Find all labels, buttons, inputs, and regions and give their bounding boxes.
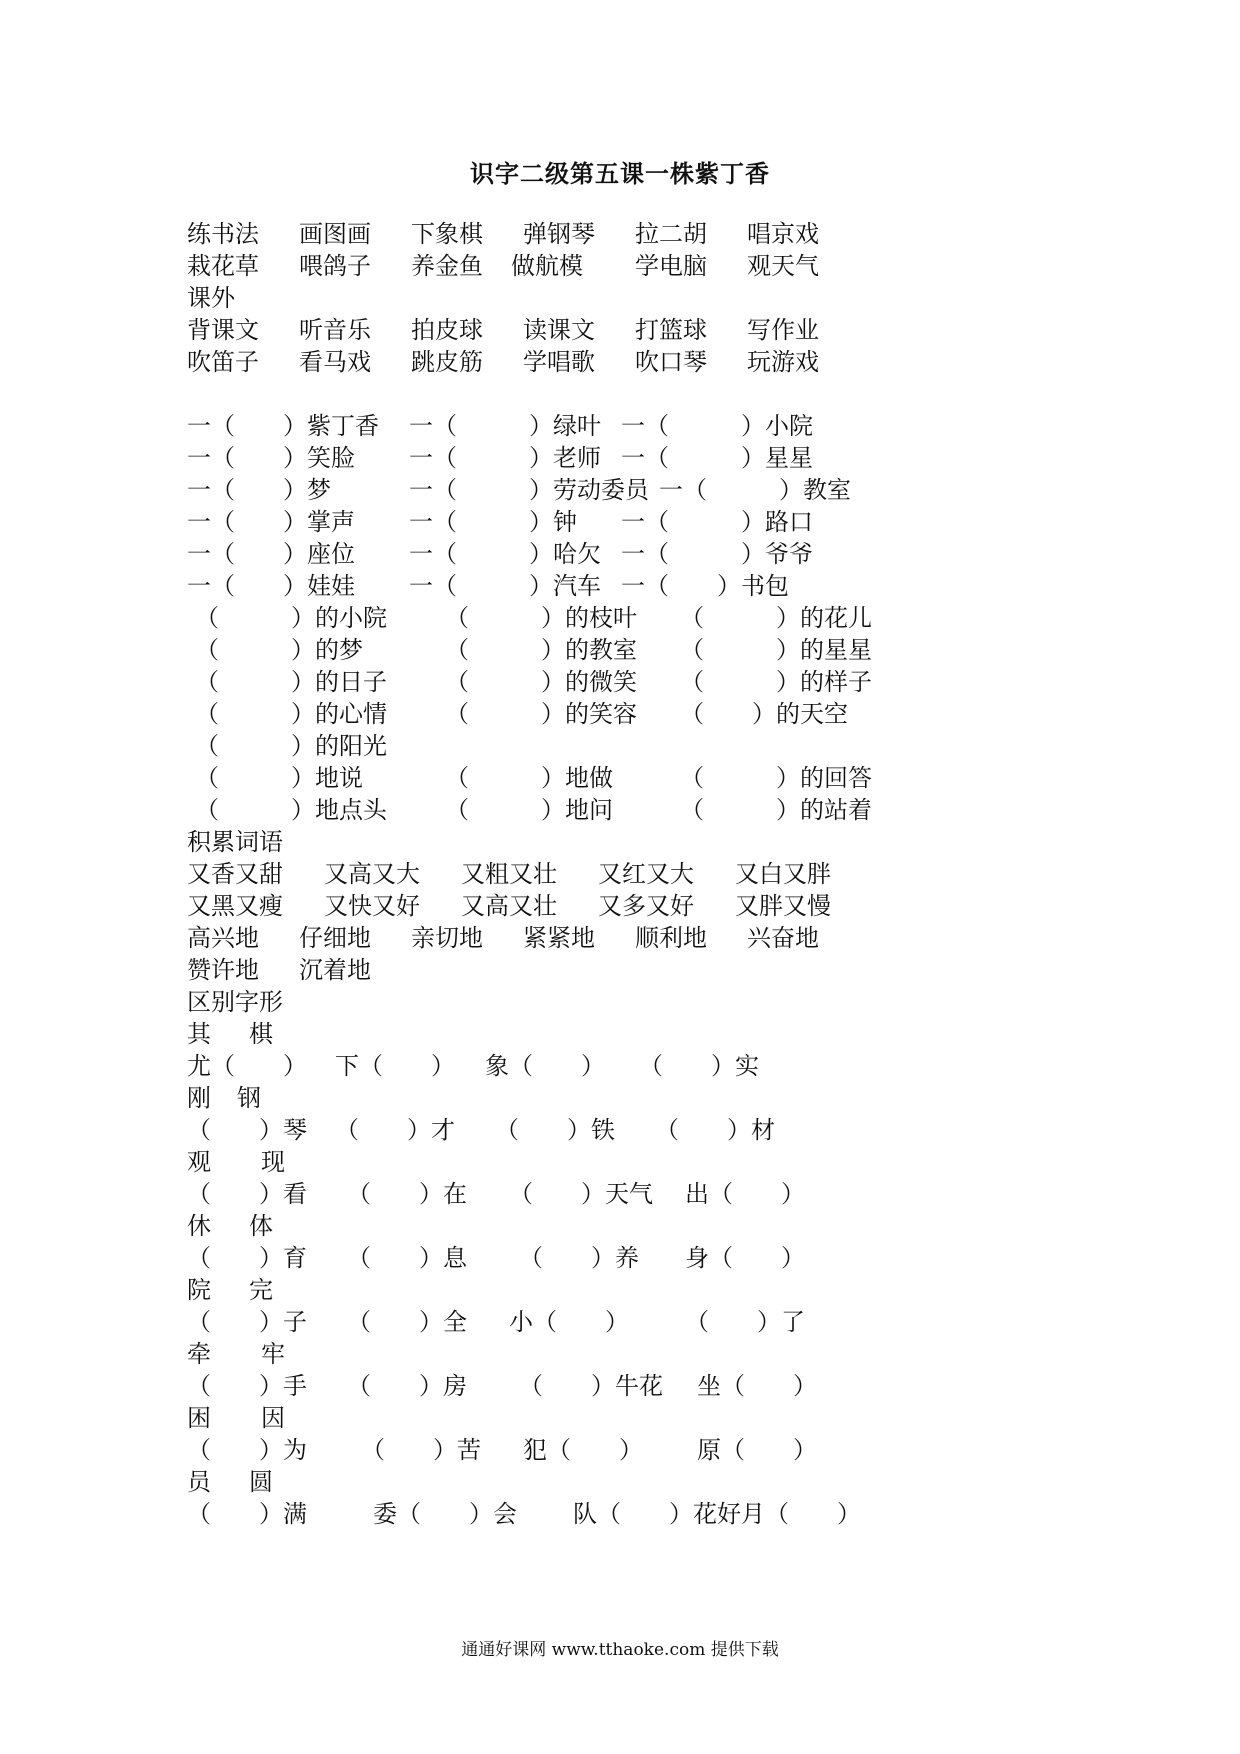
fill-blank: 一（ ）教室 [659, 476, 851, 504]
fill-blank: 一（ ）小院 [621, 412, 813, 440]
fill-blank: 委（ ）会 [373, 1500, 517, 1528]
de-row-5 [195, 730, 387, 762]
word: 弹钢琴 [523, 220, 595, 248]
word: 又胖又慢 [735, 892, 831, 920]
fill-blank: （ ）地做 [445, 764, 613, 792]
word: 又香又甜 [187, 860, 283, 888]
word: 赞许地 [187, 956, 259, 984]
section-heading-distinguish: 区别字形 [187, 988, 283, 1016]
fill-blank: （ ）的枝叶 [445, 604, 637, 632]
fill-blank: 坐（ ） [697, 1372, 817, 1400]
fill-blank: 一（ ）梦 [187, 476, 331, 504]
word: 又黑又瘦 [187, 892, 283, 920]
measure-row-6 [187, 570, 789, 602]
fill-blank: （ ）为 [187, 1436, 307, 1464]
word: 下象棋 [411, 220, 483, 248]
word: 亲切地 [411, 924, 483, 952]
char: 完 [249, 1276, 273, 1304]
fill-blank: 一（ ）老师 [409, 444, 601, 472]
fill-blank: （ ）的心情 [195, 700, 387, 728]
accumulate-row-2 [187, 890, 831, 922]
word: 写作业 [747, 316, 819, 344]
fill-blank: （ ）天气 [509, 1180, 653, 1208]
char: 现 [261, 1148, 285, 1176]
fill-blank: （ ）育 [187, 1244, 307, 1272]
char: 休 [187, 1212, 211, 1240]
char: 因 [261, 1404, 285, 1432]
fill-blank: 一（ ）星星 [621, 444, 813, 472]
section-heading-accumulate: 积累词语 [187, 828, 283, 856]
fill-blank: （ ）的星星 [680, 636, 872, 664]
extra-label: 课外 [187, 284, 235, 312]
word: 跳皮筋 [411, 348, 483, 376]
char: 圆 [249, 1468, 273, 1496]
fill-blank: （ ）才 [335, 1116, 455, 1144]
fill-blank: （ ）铁 [495, 1116, 615, 1144]
word: 高兴地 [187, 924, 259, 952]
page-title: 识字二级第五课一株紫丁香 [470, 159, 770, 188]
fill-blank: 一（ ）书包 [621, 572, 789, 600]
fill-blank: （ ）息 [347, 1244, 467, 1272]
di-row-1 [195, 762, 872, 794]
char-pair [187, 1210, 273, 1242]
fill-blank: 犯（ ） [523, 1436, 643, 1464]
char-pair [187, 1466, 273, 1498]
di-row-2 [195, 794, 872, 826]
char: 其 [187, 1020, 211, 1048]
footer-credit: 通通好课网 www.tthaoke.com 提供下载 [461, 1640, 779, 1660]
fill-blank: （ ）全 [347, 1308, 467, 1336]
fill-blank: 一（ ）劳动委员 [409, 476, 649, 504]
char-pair [187, 1402, 285, 1434]
fill-blank: （ ）满 [187, 1500, 307, 1528]
word: 顺利地 [635, 924, 707, 952]
fill-blank: 下（ ） [335, 1052, 455, 1080]
word: 做航模 [511, 252, 583, 280]
char-exercise-row [187, 1434, 817, 1466]
word: 栽花草 [187, 252, 259, 280]
word: 吹口琴 [635, 348, 707, 376]
char: 牵 [187, 1340, 211, 1368]
fill-blank: 小（ ） [509, 1308, 629, 1336]
char: 观 [187, 1148, 211, 1176]
word: 喂鸽子 [299, 252, 371, 280]
word: 拍皮球 [411, 316, 483, 344]
fill-blank: 尤（ ） [187, 1052, 307, 1080]
word: 读课文 [523, 316, 595, 344]
fill-blank: 队（ ）花好月（ ） [573, 1500, 861, 1528]
fill-blank: 一（ ）掌声 [187, 508, 355, 536]
char-pair [187, 1146, 285, 1178]
char: 困 [187, 1404, 211, 1432]
fill-blank: 出（ ） [685, 1180, 805, 1208]
word: 紧紧地 [523, 924, 595, 952]
fill-blank: 原（ ） [697, 1436, 817, 1464]
fill-blank: 一（ ）路口 [621, 508, 813, 536]
extra-row-1 [187, 314, 819, 346]
char-exercise-row [187, 1242, 805, 1274]
fill-blank: （ ）琴 [187, 1116, 307, 1144]
fill-blank: 象（ ） [485, 1052, 605, 1080]
measure-row-5 [187, 538, 813, 570]
fill-blank: 一（ ）哈欠 [409, 540, 601, 568]
fill-blank: （ ）在 [347, 1180, 467, 1208]
word: 又粗又壮 [461, 860, 557, 888]
fill-blank: （ ）地问 [445, 796, 613, 824]
word: 拉二胡 [635, 220, 707, 248]
word: 又多又好 [598, 892, 694, 920]
de-row-1 [195, 602, 872, 634]
word: 画图画 [299, 220, 371, 248]
word: 吹笛子 [187, 348, 259, 376]
word: 玩游戏 [747, 348, 819, 376]
fill-blank: （ ）的日子 [195, 668, 387, 696]
fill-blank: （ ）的微笑 [445, 668, 637, 696]
word: 观天气 [747, 252, 819, 280]
fill-blank: （ ）的教室 [445, 636, 637, 664]
word: 背课文 [187, 316, 259, 344]
fill-blank: 一（ ）紫丁香 [187, 412, 379, 440]
fill-blank: 一（ ）爷爷 [621, 540, 813, 568]
fill-blank: （ ）材 [655, 1116, 775, 1144]
word: 仔细地 [299, 924, 371, 952]
fill-blank: 一（ ）钟 [409, 508, 577, 536]
measure-row-1 [187, 410, 813, 442]
word: 又快又好 [324, 892, 420, 920]
char-exercise-row [187, 1498, 861, 1530]
de-row-4 [195, 698, 848, 730]
char: 牢 [261, 1340, 285, 1368]
word: 听音乐 [299, 316, 371, 344]
fill-blank: （ ）的回答 [680, 764, 872, 792]
fill-blank: （ ）牛花 [519, 1372, 663, 1400]
activities-row-1 [187, 218, 819, 250]
word: 养金鱼 [411, 252, 483, 280]
fill-blank: （ ）的小院 [195, 604, 387, 632]
word: 又高又大 [324, 860, 420, 888]
fill-blank: 身（ ） [685, 1244, 805, 1272]
fill-blank: （ ）的站着 [680, 796, 872, 824]
fill-blank: （ ）地点头 [195, 796, 387, 824]
word: 又高又壮 [461, 892, 557, 920]
fill-blank: 一（ ）娃娃 [187, 572, 355, 600]
fill-blank: 一（ ）笑脸 [187, 444, 355, 472]
word: 沉着地 [299, 956, 371, 984]
word: 兴奋地 [747, 924, 819, 952]
fill-blank: （ ）房 [347, 1372, 467, 1400]
char: 钢 [237, 1084, 261, 1112]
accumulate-row-1 [187, 858, 831, 890]
fill-blank: （ ）养 [519, 1244, 639, 1272]
word: 又白又胖 [735, 860, 831, 888]
measure-row-3 [187, 474, 851, 506]
fill-blank: （ ）看 [187, 1180, 307, 1208]
accumulate-row-3 [187, 922, 819, 954]
fill-blank: （ ）实 [639, 1052, 759, 1080]
char-exercise-row [187, 1114, 775, 1146]
word: 打篮球 [635, 316, 707, 344]
char-exercise-row [187, 1370, 817, 1402]
measure-row-4 [187, 506, 813, 538]
char-pair [187, 1274, 273, 1306]
fill-blank: （ ）苦 [361, 1436, 481, 1464]
char: 员 [187, 1468, 211, 1496]
char-exercise-row [187, 1178, 805, 1210]
word: 学电脑 [635, 252, 707, 280]
accumulate-row-4 [187, 954, 371, 986]
fill-blank: （ ）地说 [195, 764, 363, 792]
fill-blank: （ ）手 [187, 1372, 307, 1400]
de-row-3 [195, 666, 872, 698]
fill-blank: （ ）的梦 [195, 636, 363, 664]
fill-blank: （ ）的阳光 [195, 732, 387, 760]
fill-blank: 一（ ）汽车 [409, 572, 601, 600]
char-exercise-row [187, 1050, 759, 1082]
char: 棋 [249, 1020, 273, 1048]
char-pair [187, 1082, 261, 1114]
char-exercise-row [187, 1306, 805, 1338]
fill-blank: （ ）的花儿 [680, 604, 872, 632]
activities-row-2 [187, 250, 819, 282]
fill-blank: （ ）的天空 [680, 700, 848, 728]
de-row-2 [195, 634, 872, 666]
char: 院 [187, 1276, 211, 1304]
word: 唱京戏 [747, 220, 819, 248]
fill-blank: （ ）子 [187, 1308, 307, 1336]
char: 体 [249, 1212, 273, 1240]
word: 学唱歌 [523, 348, 595, 376]
char-pair [187, 1018, 273, 1050]
fill-blank: 一（ ）绿叶 [409, 412, 601, 440]
fill-blank: （ ）了 [685, 1308, 805, 1336]
extra-row-2 [187, 346, 819, 378]
word: 看马戏 [299, 348, 371, 376]
char-pair [187, 1338, 285, 1370]
fill-blank: 一（ ）座位 [187, 540, 355, 568]
fill-blank: （ ）的笑容 [445, 700, 637, 728]
word: 又红又大 [598, 860, 694, 888]
word: 练书法 [187, 220, 259, 248]
measure-row-2 [187, 442, 813, 474]
fill-blank: （ ）的样子 [680, 668, 872, 696]
char: 刚 [187, 1084, 211, 1112]
